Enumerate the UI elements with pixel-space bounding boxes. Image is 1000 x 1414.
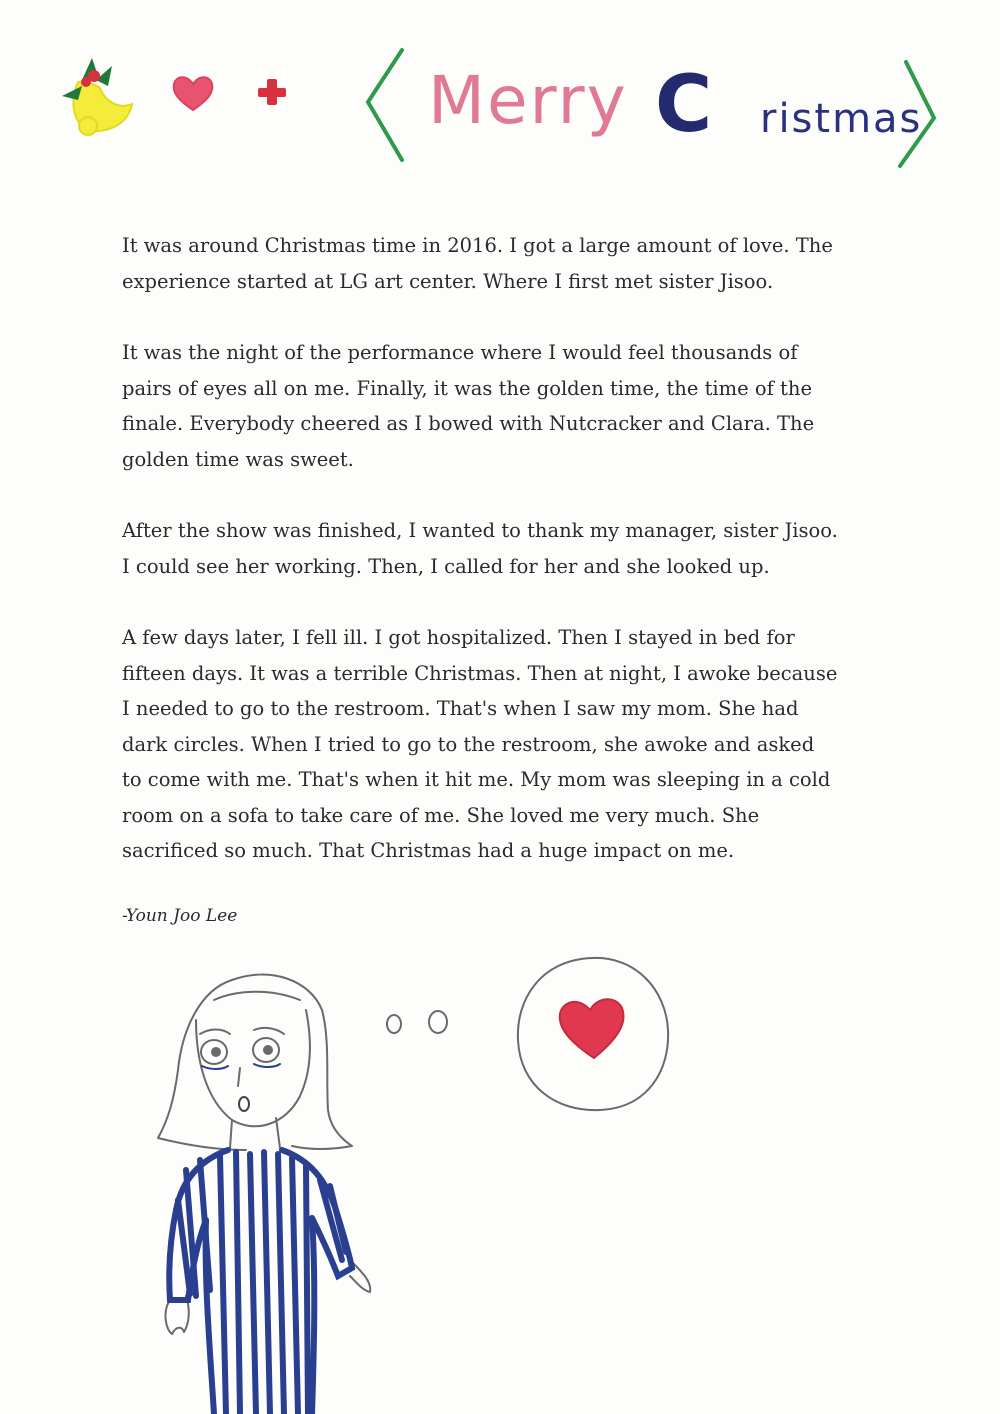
story-line: I could see her working. Then, I called for her and she looked up. bbox=[122, 554, 770, 578]
story-line: I needed to go to the restroom. That's when I saw my mom. She had bbox=[122, 697, 799, 720]
story-line: experience started at LG art center. Where I first met sister Jisoo. bbox=[122, 269, 774, 293]
story-paragraph bbox=[122, 620, 882, 869]
thought-bubble-icon bbox=[518, 958, 668, 1110]
story-line: finale. Everybody cheered as I bowed with Nutcracker and Clara. The bbox=[122, 412, 815, 435]
story-line: After the show was finished, I wanted to thank my manager, sister Jisoo. bbox=[122, 519, 838, 542]
story-body bbox=[122, 228, 882, 905]
merry-text: Merry bbox=[428, 62, 628, 139]
story-line: golden time was sweet. bbox=[122, 447, 354, 471]
story-line: It was the night of the performance where I would feel thousands of bbox=[122, 341, 798, 364]
story-line: to come with me. That's when it hit me. My mom was sleeping in a cold bbox=[122, 768, 831, 791]
christmas-initial-text: C bbox=[655, 60, 715, 150]
story-paragraph bbox=[122, 513, 882, 584]
cross-icon bbox=[258, 79, 286, 105]
story-line: room on a sofa to take care of me. She loved me very much. She bbox=[122, 803, 760, 827]
left-angle-bracket-icon bbox=[368, 50, 402, 160]
christmas-rest-text: ristmas bbox=[760, 96, 923, 142]
thought-dots-icon bbox=[387, 1011, 447, 1033]
heart-icon bbox=[174, 77, 213, 110]
story-line: fifteen days. It was a terrible Christmas. Then at night, I awoke because bbox=[122, 661, 838, 685]
signature: -Youn Joo Lee bbox=[122, 906, 238, 926]
story-line: A few days later, I fell ill. I got hospitalized. Then I stayed in bed for bbox=[122, 626, 795, 649]
story-paragraph bbox=[122, 228, 882, 299]
heart-icon bbox=[560, 999, 624, 1058]
story-line: dark circles. When I tried to go to the restroom, she awoke and asked bbox=[122, 732, 815, 756]
story-paragraph bbox=[122, 335, 882, 477]
story-line: pairs of eyes all on me. Finally, it was the golden time, the time of the bbox=[122, 376, 812, 400]
story-line: It was around Christmas time in 2016. I got a large amount of love. The bbox=[122, 234, 833, 257]
story-line: sacrificed so much. That Christmas had a huge impact on me. bbox=[122, 839, 735, 862]
shirt-drawing bbox=[169, 1150, 352, 1414]
drawing-illustration bbox=[0, 930, 1000, 1414]
bell-icon bbox=[62, 58, 132, 135]
